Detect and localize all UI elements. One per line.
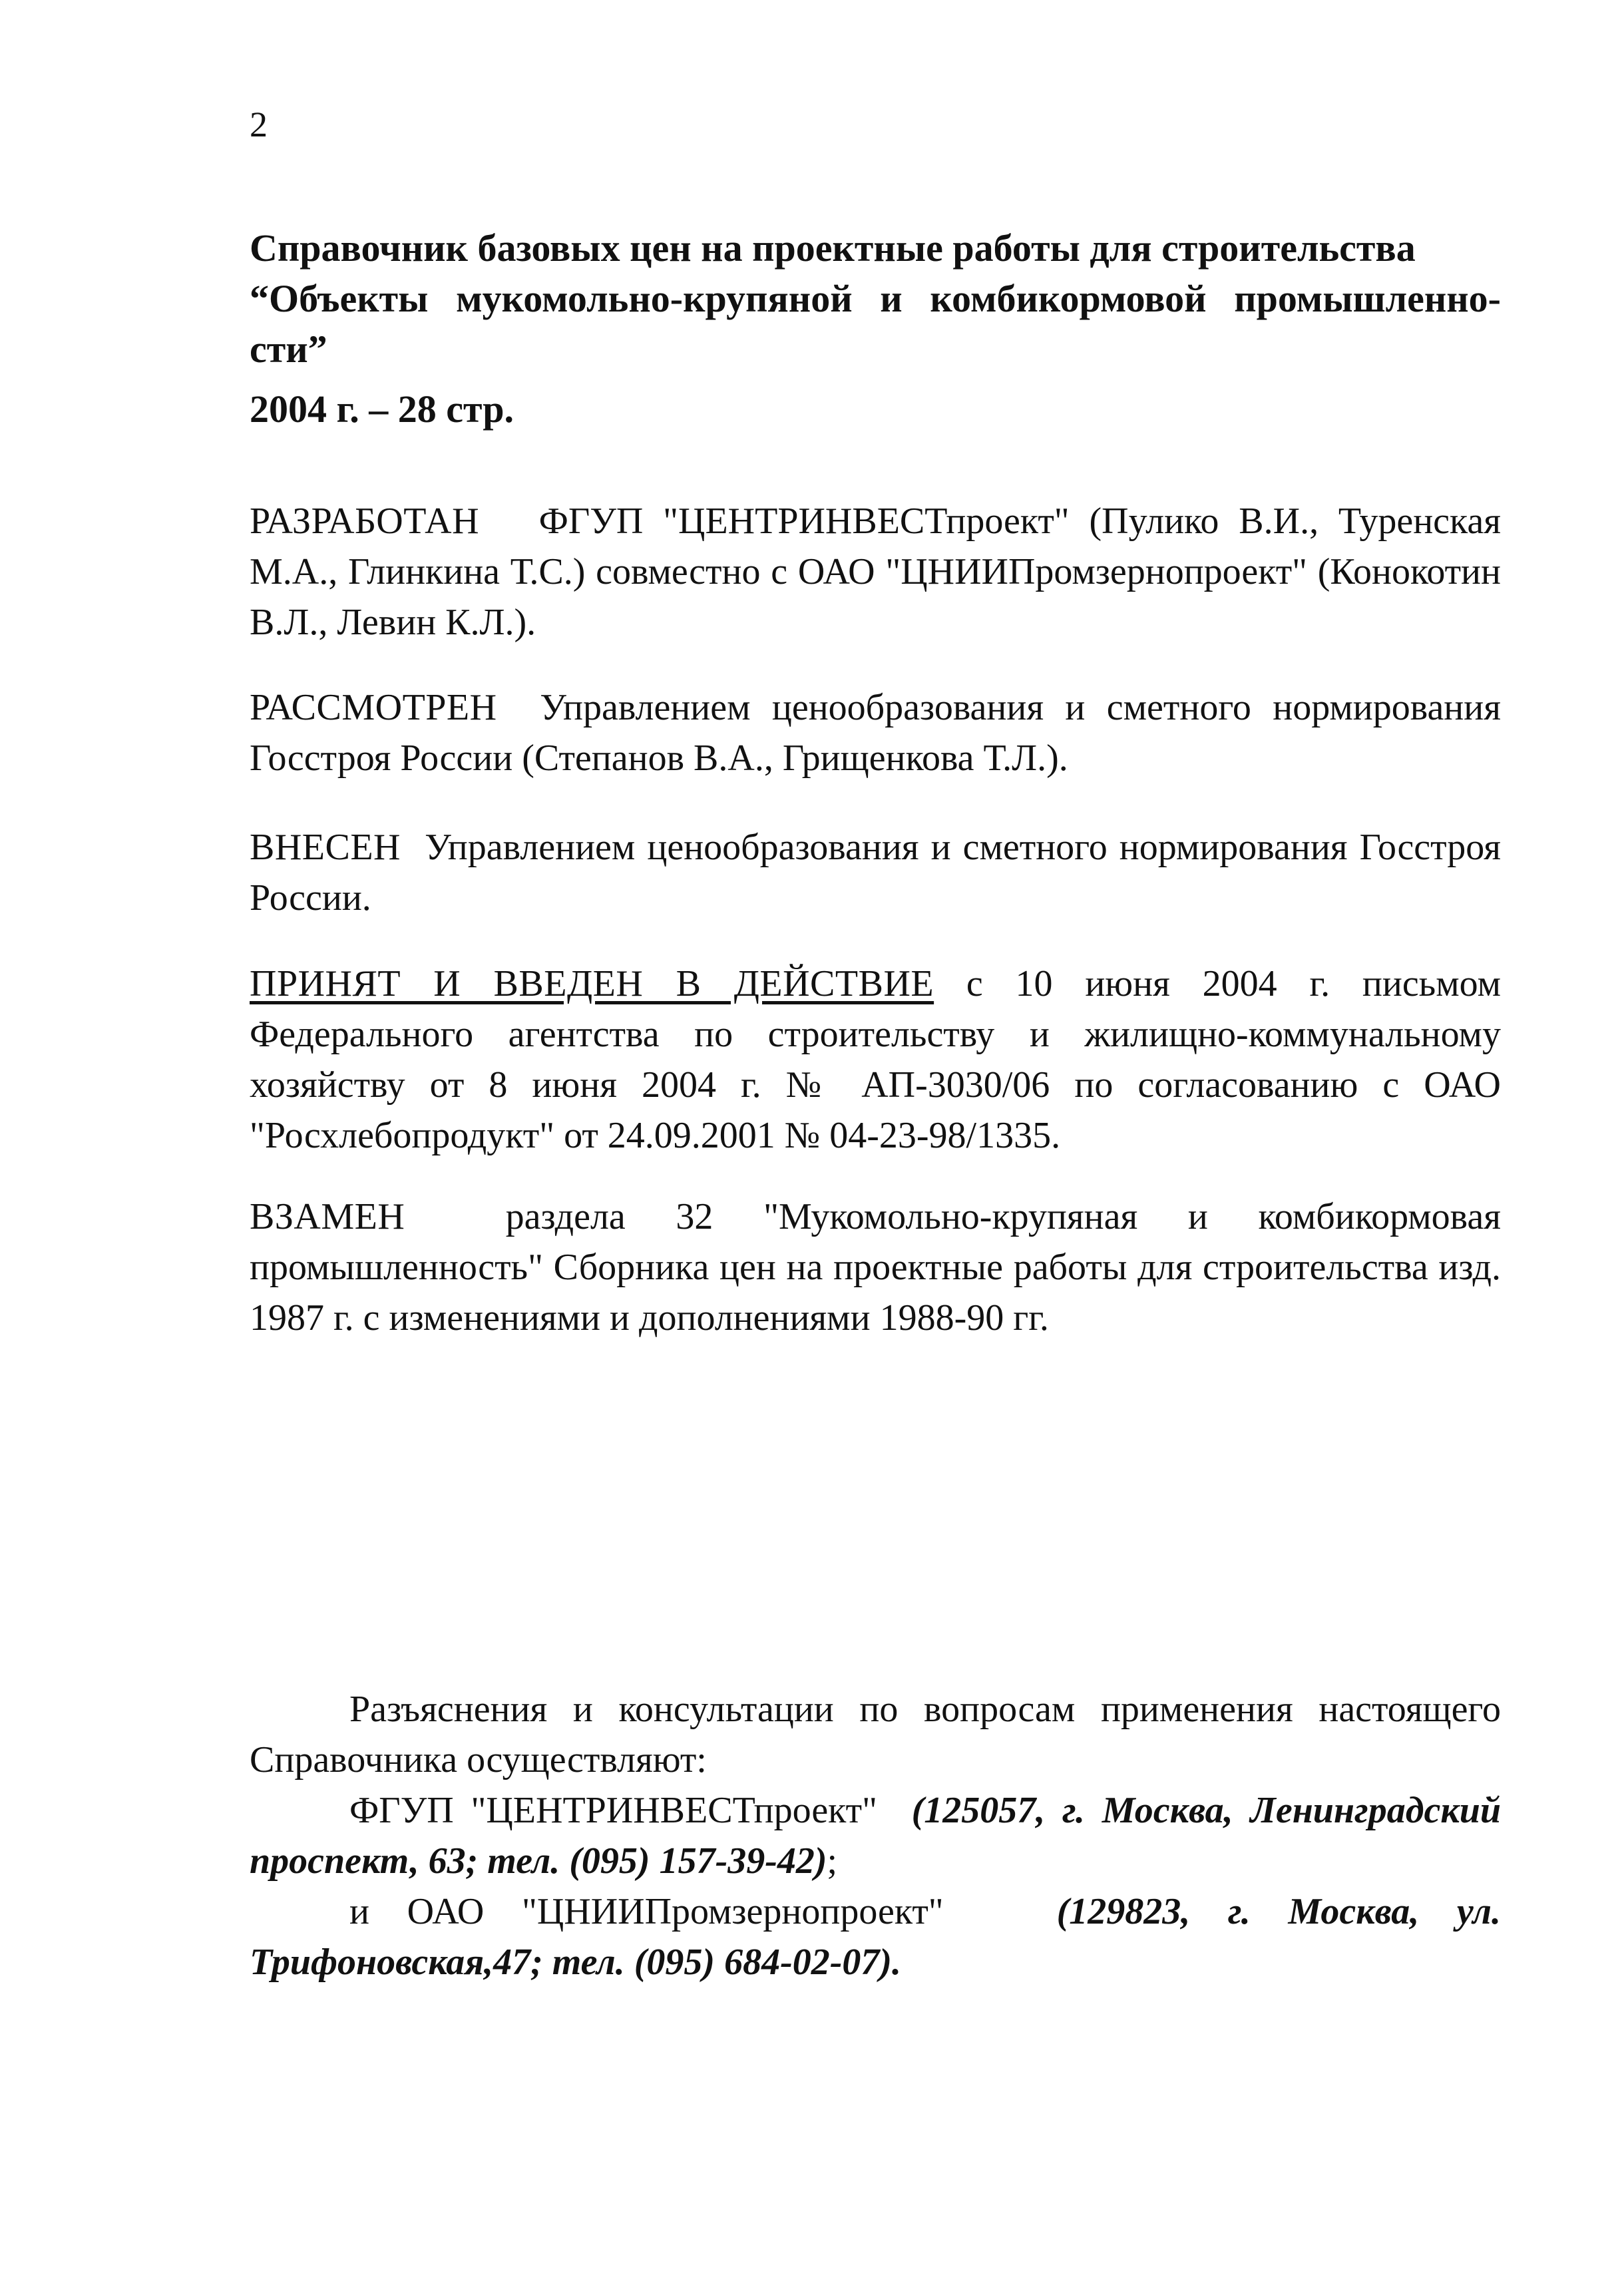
section-developed-lead: РАЗРАБОТАН [250, 501, 480, 542]
section-reviewed-lead: РАССМОТРЕН [250, 687, 497, 728]
document-title [250, 223, 1501, 435]
section-replaces-lead: ВЗАМЕН [250, 1196, 405, 1237]
section-developed [250, 496, 1501, 648]
section-developed-text: ФГУП "ЦЕНТРИНВЕСТпроект" (Пулико В.И., Туренская М.А., Глинкина Т.С.) совместно с ОАО "ЦНИИПромзернопроект" (Конокотин В.Л., Левин К.Л.). [250, 501, 1501, 643]
section-submitted [250, 822, 1501, 923]
page-number: 2 [250, 104, 268, 144]
title-line-1: Справочник базовых цен на проектные работы для строительства [250, 226, 1416, 270]
title-line-3: сти” [250, 327, 327, 371]
section-reviewed-text: Управлением ценообразования и сметного нормирования Госстроя России (Степанов В.А., Грищенкова Т.Л.). [250, 687, 1502, 779]
contact-org-2-details: (129823, г. Москва, ул. Трифоновская,47; тел. (095) 684-02-07). [250, 1891, 1502, 1983]
section-replaces-text: раздела 32 "Мукомольно-крупяная и комбикормовая промышленность" Сборника цен на проектные работы для строительства изд. 1987 г. с изменениями и дополнениями 1988-90 гг. [250, 1196, 1501, 1339]
title-line-2: “Объекты мукомольно-крупяной и комбикормовой промышленно- [250, 277, 1501, 320]
section-submitted-text: Управлением ценообразования и сметного нормирования Госстроя России. [250, 827, 1502, 919]
contacts-block [250, 1684, 1501, 1987]
contact-org-1-name: ФГУП "ЦЕНТРИНВЕСТпроект" [349, 1790, 877, 1831]
section-adopted [250, 958, 1501, 1161]
title-line-4: 2004 г. – 28 стр. [250, 387, 514, 431]
section-adopted-lead: ПРИНЯТ И ВВЕДЕН В ДЕЙСТВИЕ [250, 963, 934, 1004]
contact-org-1-details: (125057, г. Москва, Ленинградский проспект, 63; тел. (095) 157-39-42) [250, 1790, 1501, 1882]
contact-org-1 [250, 1785, 1501, 1886]
section-reviewed [250, 682, 1501, 783]
section-submitted-lead: ВНЕСЕН [250, 827, 401, 868]
section-adopted-text: с 10 июня 2004 г. письмом Федерального агентства по строительству и жилищно-коммунальному хозяйству от 8 июня 2004 г. № АП-3030/06 по согласованию с ОАО "Росхлебопродукт" от 24.09.2001 № 04-23-98/1335. [250, 963, 1502, 1156]
contacts-intro: Разъяснения и консультации по вопросам применения настоящего Справочника осуществляют: [250, 1689, 1501, 1780]
contact-org-2 [250, 1886, 1501, 1987]
contact-org-1-end: ; [827, 1840, 838, 1882]
section-replaces [250, 1191, 1501, 1343]
contact-org-2-name: и ОАО "ЦНИИПромзернопроект" [349, 1891, 944, 1932]
